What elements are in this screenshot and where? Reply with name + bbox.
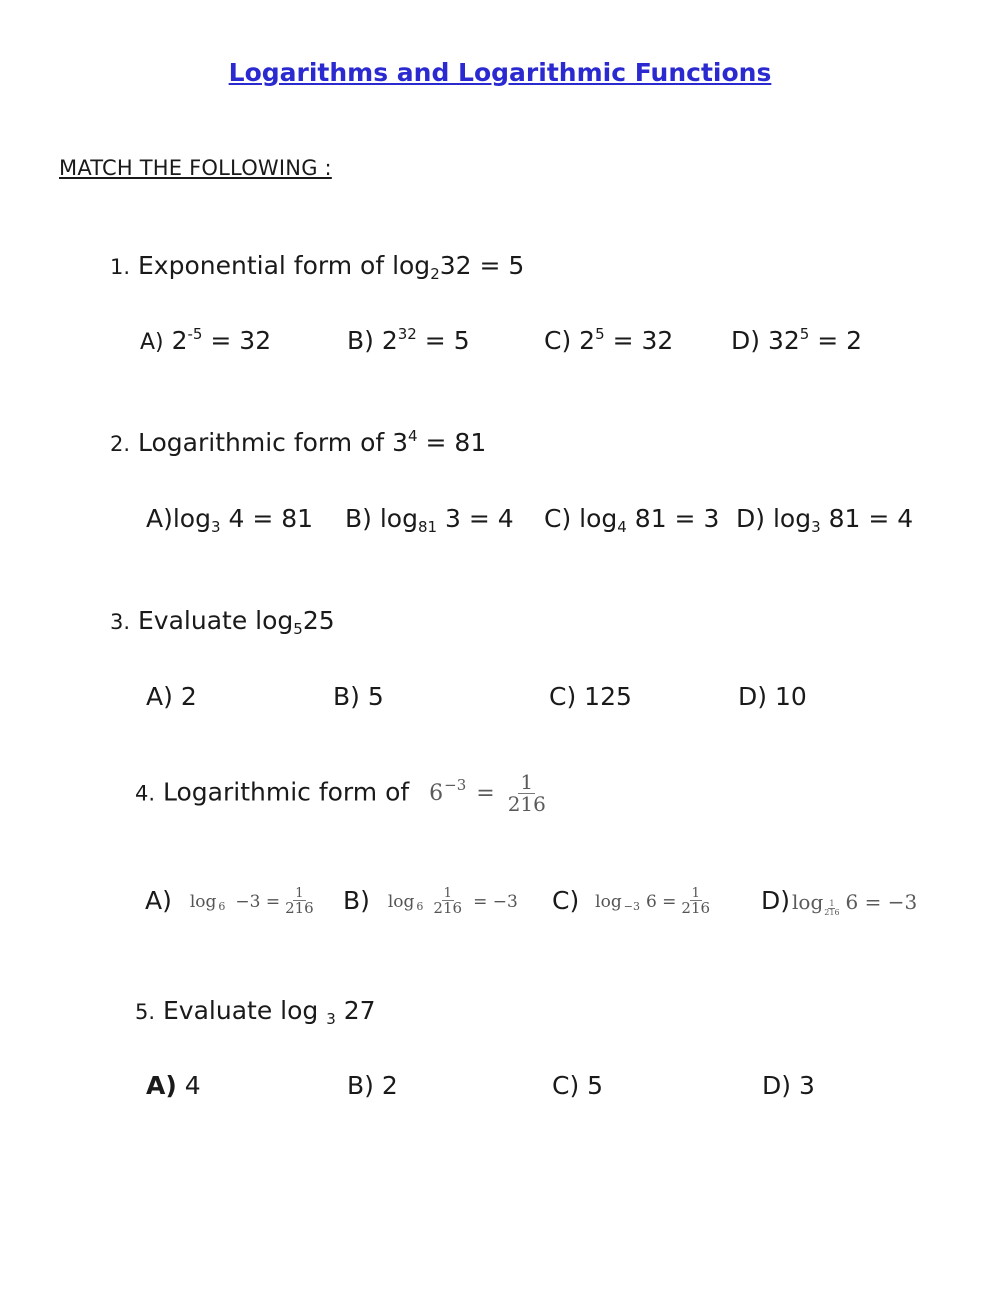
- q1-option-b[interactable]: B) $2^{32} = 5$: [347, 325, 470, 355]
- q1-option-a[interactable]: A) $2^{-5} = 32$: [140, 325, 272, 355]
- q3-option-c[interactable]: C) 125: [549, 682, 632, 711]
- q2-option-b[interactable]: B) $\log_{81} 3 = 4$: [345, 504, 514, 536]
- question-4: 4. Logarithmic form of 6 −3 = $\frac{1}{216}$: [135, 772, 551, 815]
- instruction-heading: MATCH THE FOLLOWING :: [59, 156, 332, 180]
- question-number: 5.: [135, 1000, 156, 1024]
- question-3: 3. Evaluate $\log_525$: [110, 606, 335, 638]
- page-title: Logarithms and Logarithmic Functions: [228, 58, 772, 87]
- question-5: 5. Evaluate log $_3$ 27: [135, 996, 376, 1028]
- q1-option-d[interactable]: D) $32^5 = 2$: [731, 325, 863, 355]
- question-number: 3.: [110, 610, 131, 634]
- q1-option-c[interactable]: C) $2^5 = 32$: [544, 325, 674, 355]
- question-number: 2.: [110, 432, 131, 456]
- question-number: 1.: [110, 255, 131, 279]
- q5-option-d[interactable]: D) 3: [762, 1071, 815, 1100]
- q5-option-c[interactable]: C) 5: [552, 1071, 604, 1100]
- question-1: 1. Exponential form of $\log_232 = 5$: [110, 251, 525, 283]
- q4-option-c[interactable]: C) log −3 6 = $\frac{1}{216}$: [552, 885, 711, 918]
- question-number: 4.: [135, 781, 156, 806]
- question-4-expression: 6 −3 = $\frac{1}{216}$: [429, 770, 546, 816]
- q2-option-d[interactable]: D) $\log_3 81 = 4$: [736, 504, 914, 536]
- q5-option-b[interactable]: B) 2: [347, 1071, 398, 1100]
- q4-option-b[interactable]: B) log 6 $\frac{1}{216}$ = −3: [343, 885, 518, 918]
- q3-option-a[interactable]: A) 2: [146, 682, 197, 711]
- q5-option-a[interactable]: A) 4: [146, 1071, 201, 1100]
- question-2: 2. Logarithmic form of $3^4 = 81$: [110, 427, 487, 457]
- q4-option-d[interactable]: D) log 1 216 6 = −3: [761, 886, 918, 917]
- q2-option-a[interactable]: $A)\log_3$ 4 = 81: [146, 504, 314, 536]
- q3-option-b[interactable]: B) 5: [333, 682, 384, 711]
- q2-option-c[interactable]: C) $\log_4 81 = 3$: [544, 504, 720, 536]
- q4-option-a[interactable]: A) log 6 −3 = $\frac{1}{216}$: [145, 885, 314, 918]
- q3-option-d[interactable]: D) 10: [738, 682, 807, 711]
